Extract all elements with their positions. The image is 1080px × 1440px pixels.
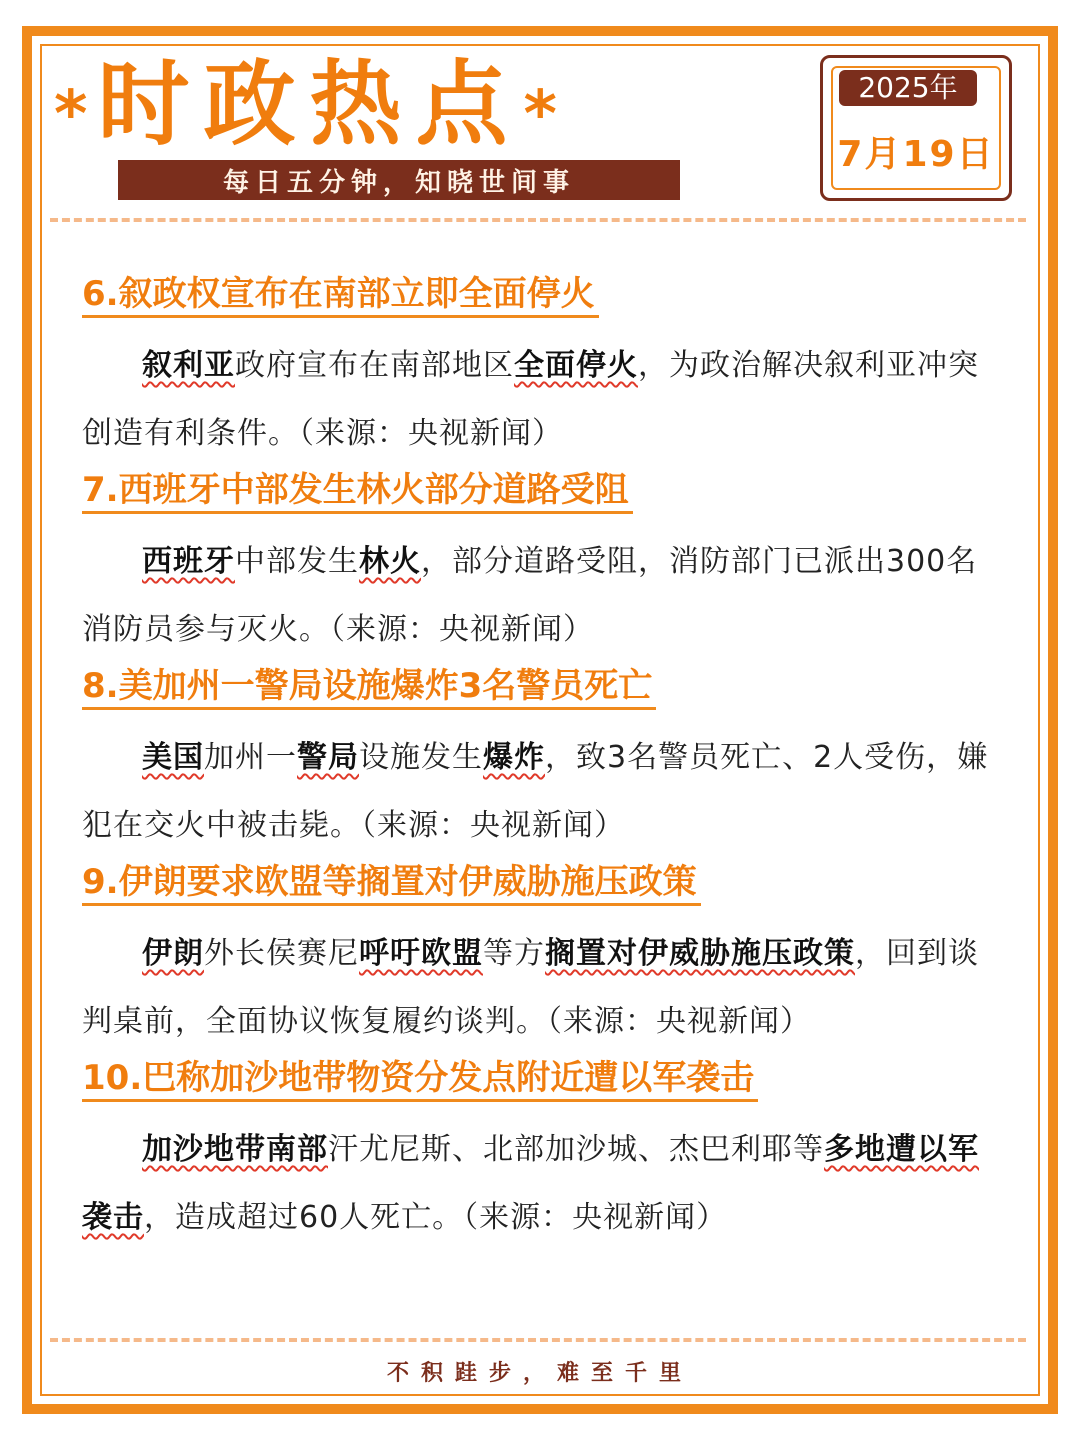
page-title <box>54 50 557 160</box>
article-body <box>82 1116 992 1252</box>
body-text: 设施发生 <box>359 740 483 775</box>
article-heading: 8.美加州一警局设施爆炸3名警员死亡 <box>82 664 656 724</box>
article <box>82 272 992 468</box>
highlight-phrase: 多地遭以军袭击 <box>82 1132 979 1235</box>
date-badge <box>820 55 1012 201</box>
article-heading: 7.西班牙中部发生林火部分道路受阻 <box>82 468 633 528</box>
top-divider <box>50 218 1026 222</box>
body-text: 等方 <box>483 936 545 971</box>
highlight-phrase: 加沙地带南部 <box>142 1132 328 1167</box>
article-body <box>82 724 992 860</box>
article-list <box>82 272 992 1252</box>
article <box>82 860 992 1056</box>
article <box>82 1056 992 1252</box>
highlight-phrase: 全面停火 <box>514 348 638 383</box>
highlight-phrase: 呼吁欧盟 <box>359 936 483 971</box>
bottom-divider <box>50 1338 1026 1342</box>
footer-motto: 不积跬步，难至千里 <box>386 1361 693 1386</box>
article-body <box>82 920 992 1056</box>
slogan-banner: 每日五分钟，知晓世间事 <box>118 160 680 200</box>
article-heading: 6.叙政权宣布在南部立即全面停火 <box>82 272 599 332</box>
article-heading: 10.巴称加沙地带物资分发点附近遭以军袭击 <box>82 1056 758 1116</box>
highlight-phrase: 搁置对伊威胁施压政策 <box>545 936 855 971</box>
article-heading: 9.伊朗要求欧盟等搁置对伊威胁施压政策 <box>82 860 701 920</box>
highlight-phrase: 警局 <box>297 740 359 775</box>
body-text: 中部发生 <box>235 544 359 579</box>
title-text: 时政热点 <box>97 51 522 158</box>
body-text: 外长侯赛尼 <box>204 936 359 971</box>
article <box>82 664 992 860</box>
article-body <box>82 528 992 664</box>
highlight-phrase: 美国 <box>142 740 204 775</box>
body-text: ，致3名警员死亡、2人受伤，嫌犯在交火中被击毙。（来源：央视新闻） <box>82 740 989 843</box>
star-left-icon: * <box>54 78 88 152</box>
highlight-phrase: 伊朗 <box>142 936 204 971</box>
date-year: 2025年 <box>839 70 977 106</box>
body-text: 加州一 <box>204 740 297 775</box>
body-text: ，部分道路受阻，消防部门已派出300名消防员参与灭火。（来源：央视新闻） <box>82 544 978 647</box>
highlight-phrase: 西班牙 <box>142 544 235 579</box>
highlight-phrase: 叙利亚 <box>142 348 235 383</box>
body-text: ，为政治解决叙利亚冲突创造有利条件。（来源：央视新闻） <box>82 348 979 451</box>
article <box>82 468 992 664</box>
date-day: 7月19日 <box>837 134 995 175</box>
body-text: ，造成超过60人死亡。（来源：央视新闻） <box>144 1200 728 1235</box>
star-right-icon: * <box>523 78 557 152</box>
body-text: ，回到谈判桌前，全面协议恢复履约谈判。（来源：央视新闻） <box>82 936 979 1039</box>
body-text: 政府宣布在南部地区 <box>235 348 514 383</box>
highlight-phrase: 林火 <box>359 544 421 579</box>
article-body <box>82 332 992 468</box>
body-text: 汗尤尼斯、北部加沙城、杰巴利耶等 <box>328 1132 824 1167</box>
highlight-phrase: 爆炸 <box>483 740 545 775</box>
